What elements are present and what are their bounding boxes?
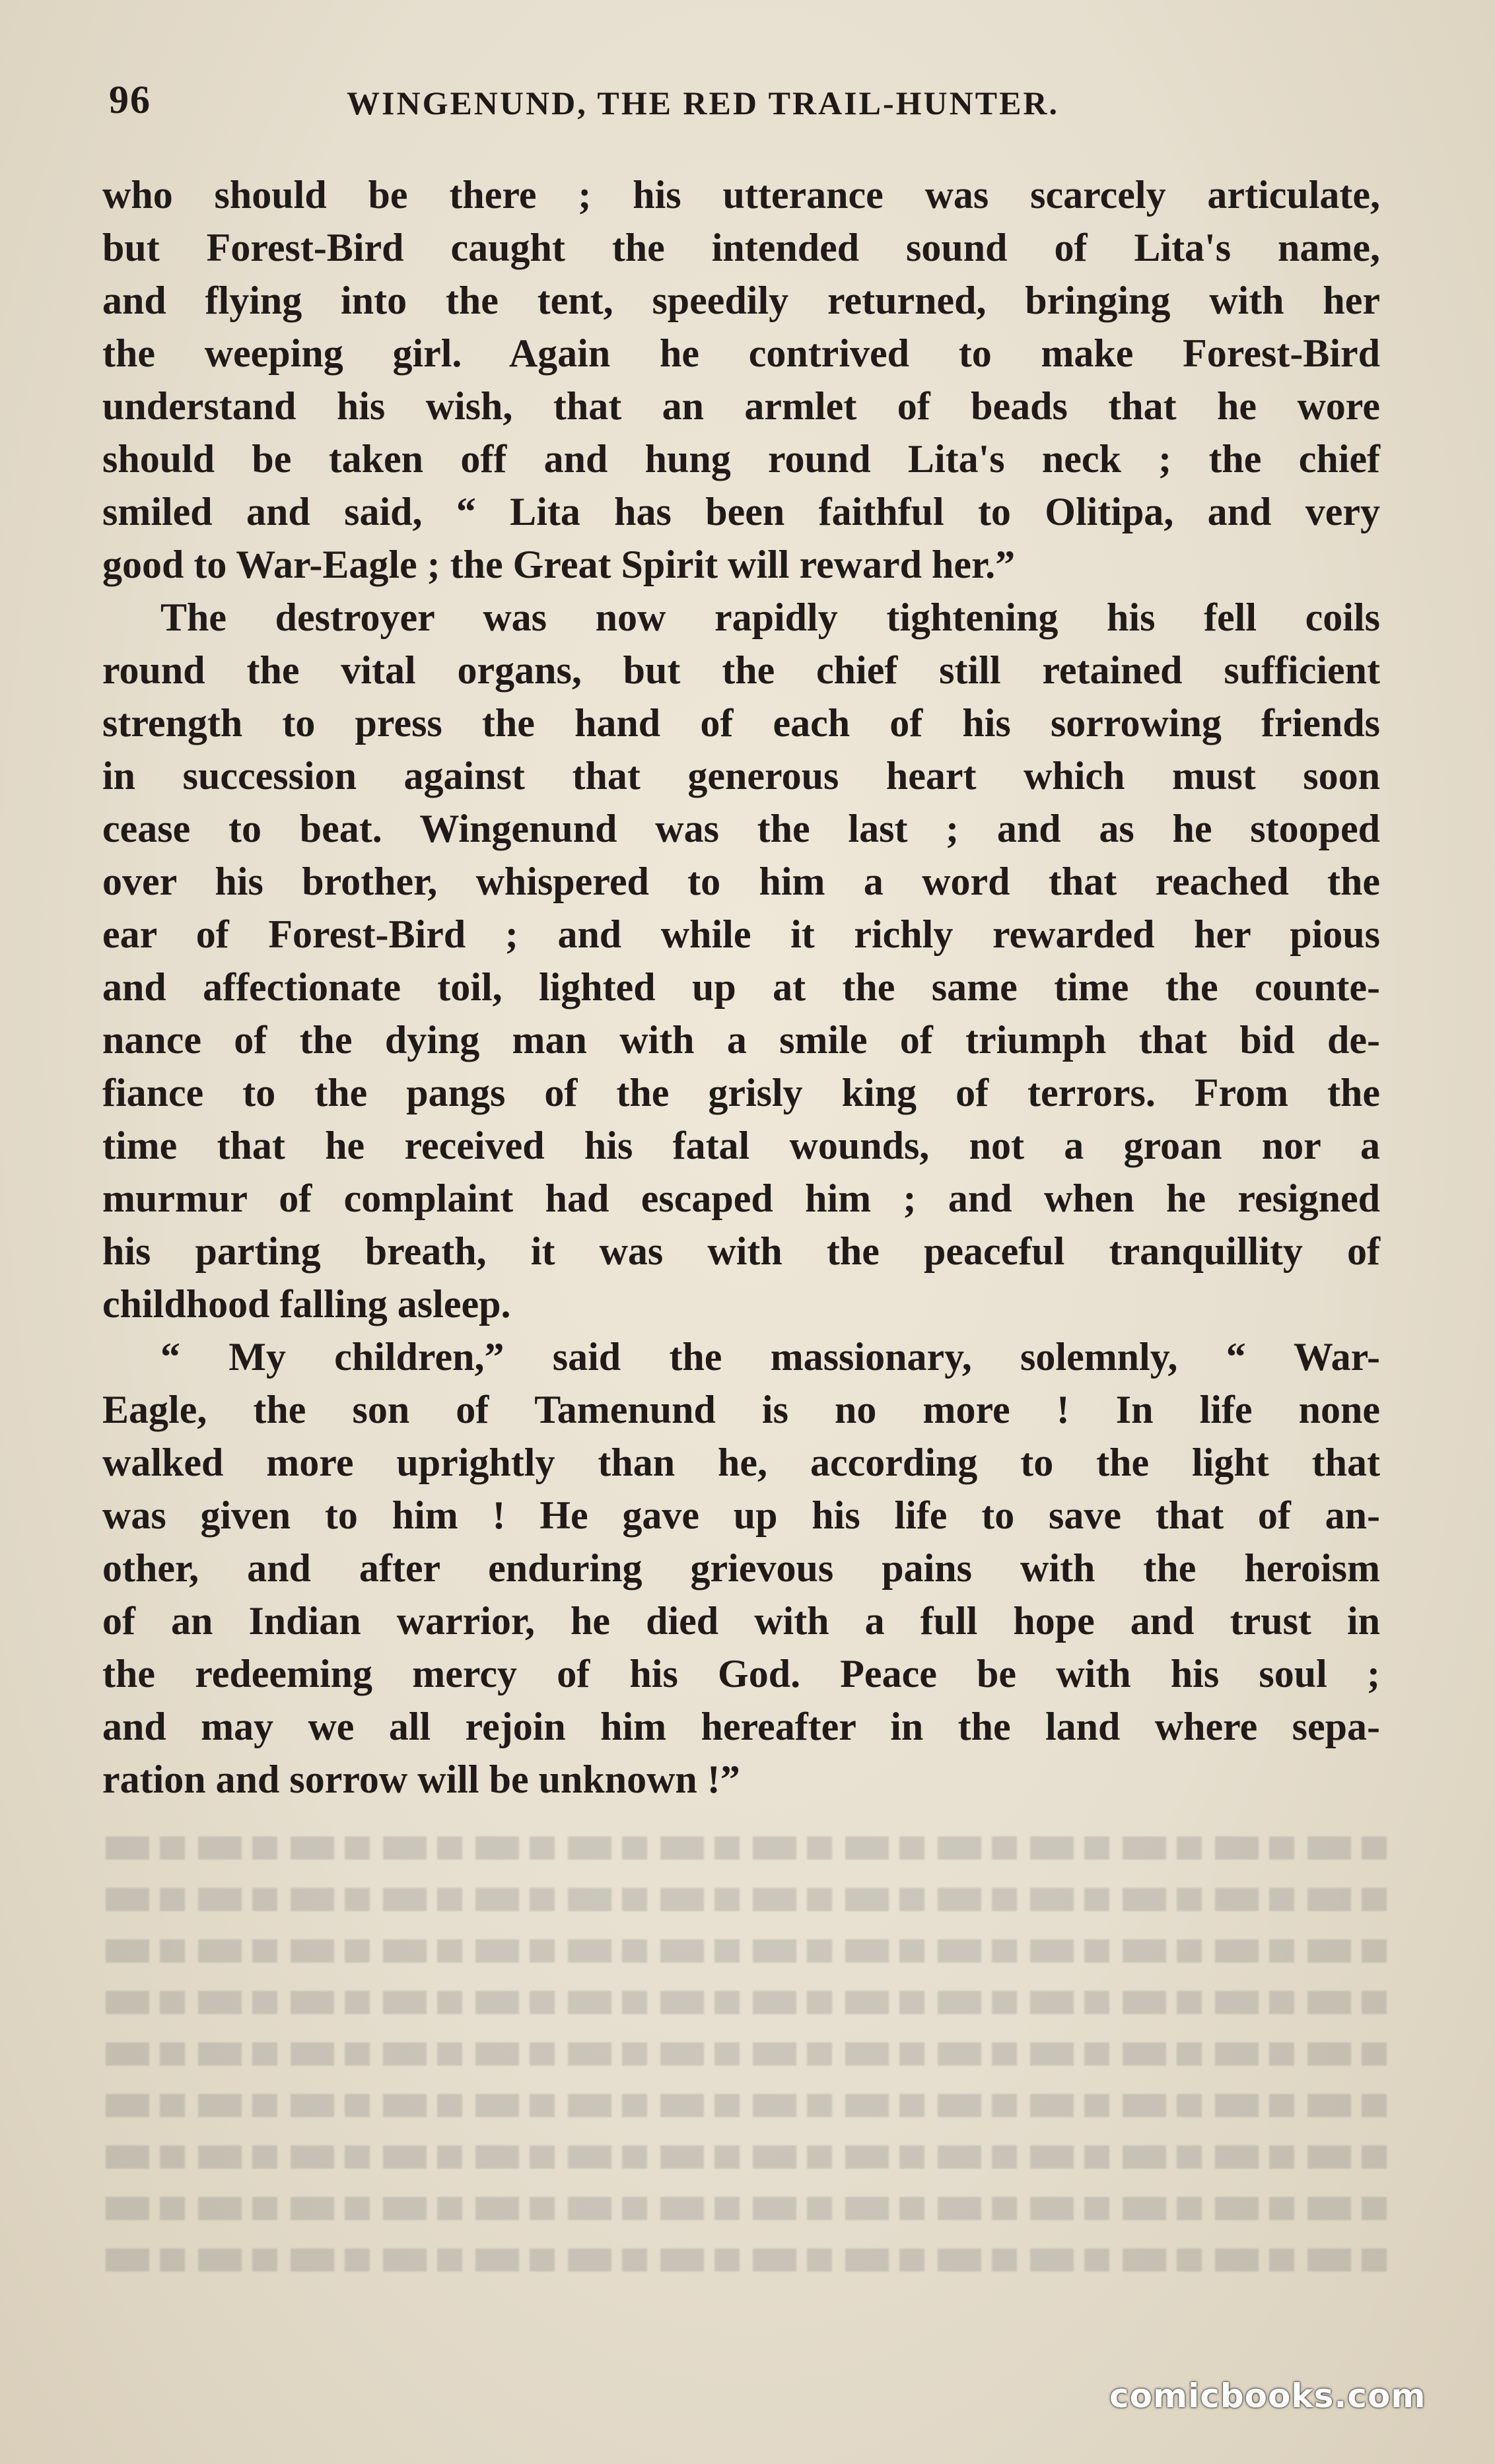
text-line: childhood falling asleep.	[102, 1282, 511, 1326]
text-line: his parting breath, it was with the peaceful tranquillity of	[102, 1229, 1380, 1273]
text-line: smiled and said, “ Lita has been faithful to Olitipa, and very	[102, 490, 1380, 533]
text-line: understand his wish, that an armlet of beads that he wore	[102, 384, 1380, 428]
text-line: fiance to the pangs of the grisly king of terrors. From the	[102, 1071, 1380, 1114]
paragraph	[102, 168, 1380, 591]
running-head-title: WINGENUND, THE RED TRAIL-HUNTER.	[347, 85, 1060, 121]
text-line: and flying into the tent, speedily returned, bringing with her	[102, 279, 1380, 322]
text-line: time that he received his fatal wounds, not a groan nor a	[102, 1124, 1380, 1167]
page-number: 96	[109, 78, 151, 121]
text-line: but Forest-Bird caught the intended sound of Lita's name,	[102, 226, 1380, 269]
text-line: should be taken off and hung round Lita's neck ; the chief	[102, 437, 1380, 481]
text-line: good to War-Eagle ; the Great Spirit will reward her.”	[102, 543, 1016, 586]
text-line: ear of Forest-Bird ; and while it richly rewarded her pious	[102, 912, 1380, 956]
text-line: of an Indian warrior, he died with a full hope and trust in	[102, 1599, 1380, 1643]
body-text	[102, 168, 1380, 1806]
text-line: strength to press the hand of each of his sorrowing friends	[102, 701, 1380, 745]
paragraph	[102, 591, 1380, 1330]
text-line: who should be there ; his utterance was scarcely articulate,	[102, 173, 1380, 217]
text-line: the redeeming mercy of his God. Peace be with his soul ;	[102, 1652, 1380, 1695]
text-line: and affectionate toil, lighted up at the same time the counte-	[102, 965, 1380, 1009]
text-line: over his brother, whispered to him a word that reached the	[102, 860, 1380, 903]
text-line: round the vital organs, but the chief still retained sufficient	[102, 648, 1380, 692]
text-line: in succession against that generous heart which must soon	[102, 754, 1380, 798]
text-line: “ My children,” said the massionary, solemnly, “ War-	[160, 1335, 1380, 1379]
text-line: murmur of complaint had escaped him ; and when he resigned	[102, 1177, 1380, 1220]
text-line: ration and sorrow will be unknown !”	[102, 1758, 740, 1801]
text-line: cease to beat. Wingenund was the last ; and as he stooped	[102, 807, 1380, 850]
text-line: the weeping girl. Again he contrived to make Forest-Bird	[102, 331, 1380, 375]
text-line: and may we all rejoin him hereafter in the land where sepa-	[102, 1705, 1380, 1748]
text-line: walked more uprightly than he, according to the light that	[102, 1441, 1380, 1484]
text-line: The destroyer was now rapidly tightening his fell coils	[160, 596, 1380, 639]
text-line: nance of the dying man with a smile of triumph that bid de-	[102, 1018, 1380, 1062]
running-head	[109, 69, 1383, 129]
text-line: Eagle, the son of Tamenund is no more ! In life none	[102, 1388, 1380, 1431]
watermark: comicbooks.com	[1109, 2377, 1426, 2415]
paragraph	[102, 1330, 1380, 1806]
show-through-text	[99, 1822, 1387, 2337]
text-line: other, and after enduring grievous pains with the heroism	[102, 1546, 1380, 1590]
text-line: was given to him ! He gave up his life to save that of an-	[102, 1493, 1380, 1537]
